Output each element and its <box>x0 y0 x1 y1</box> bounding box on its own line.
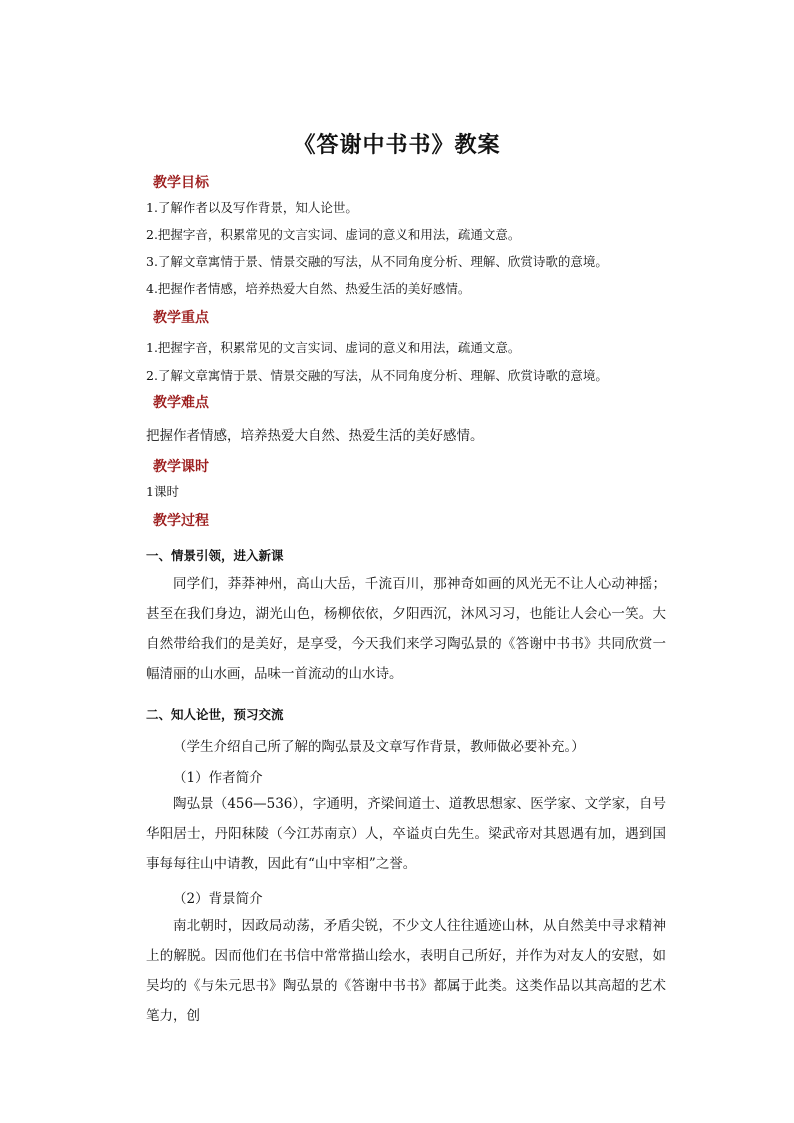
goal-item-1: 1.了解作者以及写作背景，知人论世。 <box>146 200 358 215</box>
goal-item-3: 3.了解文章寓情于景、情景交融的写法，从不同角度分析、理解、欣赏诗歌的意境。 <box>146 254 608 269</box>
key-point-item-2: 2.了解文章寓情于景、情景交融的写法，从不同角度分析、理解、欣赏诗歌的意境。 <box>146 368 608 383</box>
part2-intro: （学生介绍自己所了解的陶弘景及文章写作背景，教师做必要补充。） <box>173 739 585 755</box>
goal-item-4: 4.把握作者情感，培养热爱大自然、热爱生活的美好感情。 <box>146 281 471 296</box>
author-text: 陶弘景（456—536），字通明，齐梁间道士、道教思想家、医学家、文学家，自号华阳居士，丹阳秣陵（今江苏南京）人，卒谥贞白先生。梁武帝对其恩遇有加，遇到国事每每往山中请教，因此有“山中宰相”之誉。 <box>146 796 666 872</box>
part2-heading: 二、知人论世，预习交流 <box>146 707 284 722</box>
hours-text: 1课时 <box>146 484 179 499</box>
difficulties-text: 把握作者情感，培养热爱大自然、热爱生活的美好感情。 <box>146 428 484 444</box>
process-heading: 教学过程 <box>153 513 209 529</box>
page-title: 《答谢中书书》教案 <box>293 133 501 158</box>
part1-text: 同学们，莽莽神州，高山大岳，千流百川，那神奇如画的风光无不让人心动神摇；甚至在我们身边，湖光山色，杨柳依依，夕阳西沉，沐风习习，也能让人会心一笑。大自然带给我们的是美好，是享受，今天我们来学习陶弘景的《答谢中书书》共同欣赏一幅清丽的山水画，品味一首流动的山水诗。 <box>146 576 666 682</box>
background-text: 南北朝时，因政局动荡，矛盾尖锐，不少文人往往遁迹山林，从自然美中寻求精神上的解脱。因而他们在书信中常常描山绘水，表明自己所好，并作为对友人的安慰，如吴均的《与朱元思书》陶弘景的《答谢中书书》都属于此类。这类作品以其高超的艺术笔力，创 <box>146 918 666 1024</box>
author-paragraph <box>146 789 666 879</box>
goal-item-2: 2.把握字音，积累常见的文言实词、虚词的意义和用法，疏通文意。 <box>146 227 521 242</box>
part1-paragraph <box>146 569 666 689</box>
difficulties-heading: 教学难点 <box>153 395 209 411</box>
part1-heading: 一、情景引领，进入新课 <box>146 548 284 563</box>
background-paragraph <box>146 911 666 1031</box>
key-point-item-1: 1.把握字音，积累常见的文言实词、虚词的意义和用法，疏通文意。 <box>146 340 521 355</box>
goals-heading: 教学目标 <box>153 175 209 191</box>
hours-heading: 教学课时 <box>153 459 209 475</box>
key-points-heading: 教学重点 <box>153 310 209 326</box>
background-heading: （2）背景简介 <box>173 891 263 907</box>
author-heading: （1）作者简介 <box>173 770 263 786</box>
